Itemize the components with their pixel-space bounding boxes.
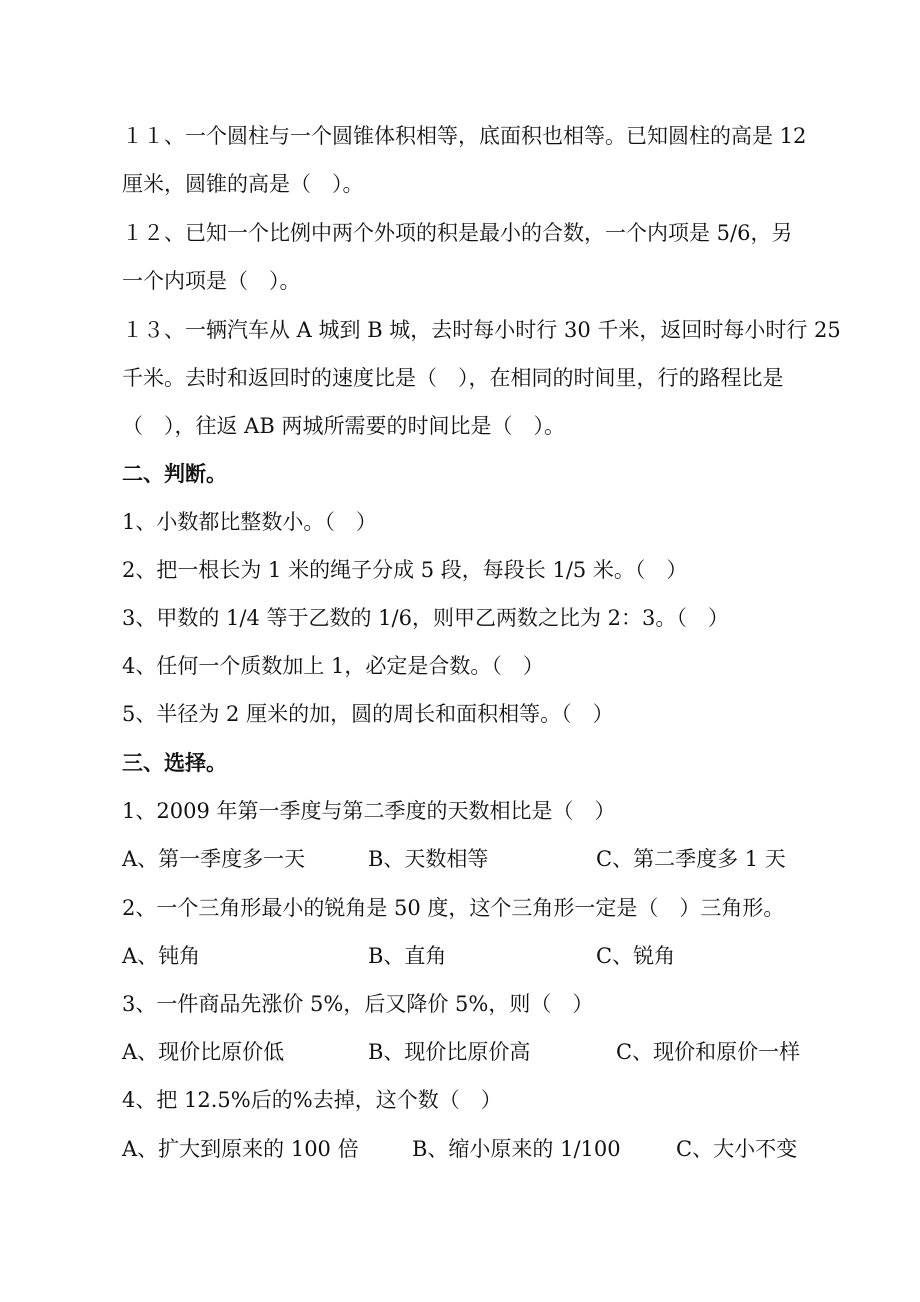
judge-item-5: 5、半径为 2 厘米的加，圆的周长和面积相等。（ ） — [122, 702, 614, 726]
choice-question-2: 2、一个三角形最小的锐角是 50 度，这个三角形一定是（ ）三角形。 — [122, 896, 785, 920]
choice-question-4: 4、把 12.5%后的%去掉，这个数（ ） — [122, 1088, 502, 1112]
judge-item-1: 1、小数都比整数小。（ ） — [122, 510, 377, 534]
judge-item-3: 3、甲数的 1/4 等于乙数的 1/6，则甲乙两数之比为 2：3。（ ） — [122, 606, 729, 630]
choice-question-3: 3、一件商品先涨价 5%，后又降价 5%，则（ ） — [122, 992, 594, 1016]
choice-3-option-b: B、现价比原价高 — [368, 1040, 531, 1064]
choice-1-option-b: B、天数相等 — [368, 847, 489, 871]
section-choice-heading: 三、选择。 — [122, 750, 227, 775]
judge-item-2: 2、把一根长为 1 米的绳子分成 5 段，每段长 1/5 米。（ ） — [122, 558, 688, 582]
choice-options-1 — [122, 844, 802, 874]
choice-4-option-c: C、大小不变 — [676, 1137, 798, 1161]
question-13-line-2: 千米。去时和返回时的速度比是（ ），在相同的时间里，行的路程比是 — [122, 366, 784, 390]
choice-2-option-b: B、直角 — [368, 944, 447, 968]
choice-options-4 — [122, 1134, 812, 1164]
choice-3-option-c: C、现价和原价一样 — [616, 1040, 801, 1064]
choice-1-option-c: C、第二季度多 1 天 — [596, 847, 786, 871]
question-13-line-1: １３、一辆汽车从 A 城到 B 城，去时每小时行 30 千米，返回时每小时行 25 — [122, 318, 841, 342]
choice-4-option-b: B、缩小原来的 1/100 — [412, 1137, 621, 1161]
choice-2-option-c: C、锐角 — [596, 944, 676, 968]
choice-question-1: 1、2009 年第一季度与第二季度的天数相比是（ ） — [122, 799, 616, 823]
choice-2-option-a: A、钝角 — [122, 944, 201, 968]
question-13-line-3: （ ），往返 AB 两城所需要的时间比是（ ）。 — [122, 414, 565, 438]
choice-options-2 — [122, 941, 802, 971]
question-11-line-2: 厘米，圆锥的高是（ ）。 — [122, 172, 364, 196]
choice-4-option-a: A、扩大到原来的 100 倍 — [122, 1137, 359, 1161]
judge-item-4: 4、任何一个质数加上 1，必定是合数。（ ） — [122, 654, 544, 678]
choice-3-option-a: A、现价比原价低 — [122, 1040, 285, 1064]
choice-options-3 — [122, 1037, 812, 1067]
choice-1-option-a: A、第一季度多一天 — [122, 847, 306, 871]
question-12-line-1: １２、已知一个比例中两个外项的积是最小的合数，一个内项是 5/6，另 — [122, 221, 793, 245]
question-11-line-1: １１、一个圆柱与一个圆锥体积相等，底面积也相等。已知圆柱的高是 12 — [122, 124, 807, 148]
question-12-line-2: 一个内项是（ ）。 — [122, 269, 301, 293]
section-judge-heading: 二、判断。 — [122, 461, 227, 486]
